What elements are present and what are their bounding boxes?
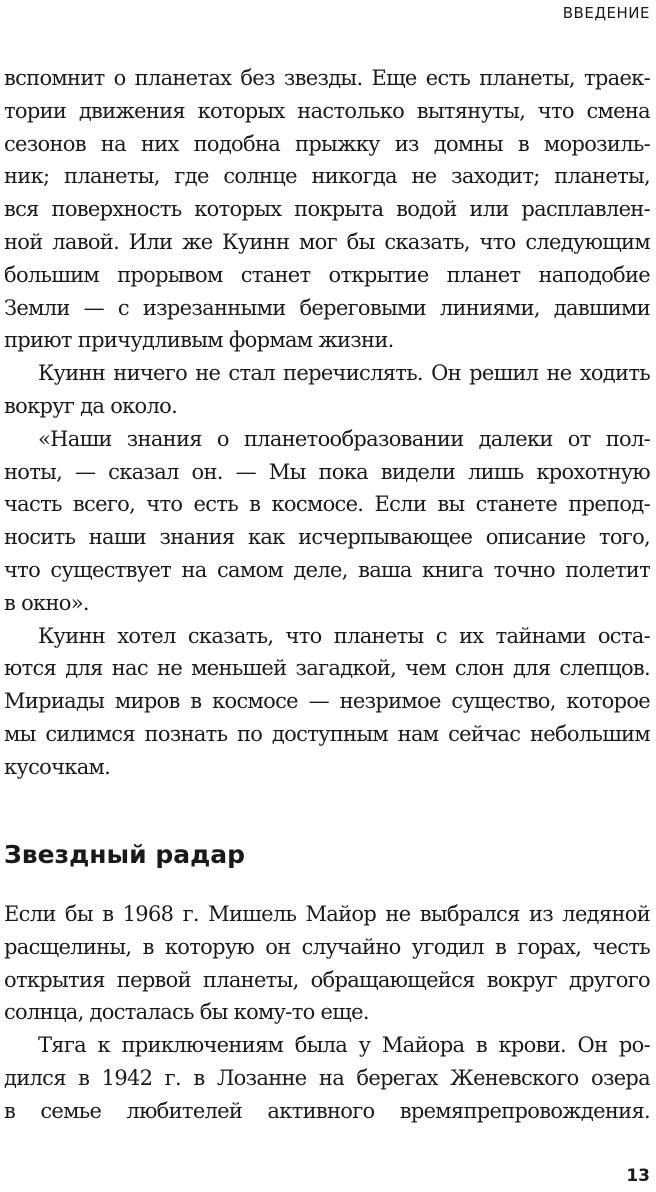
text-line: вся поверхность которых покрыта водой или расплавлен- (4, 197, 650, 222)
text-line: Земли — с изрезанными береговыми линиями, давшими (4, 295, 650, 320)
text-line: тории движения которых настолько вытянуты, что смена (4, 98, 650, 123)
text-line: в окно». (4, 590, 89, 615)
text-line: открытия первой планеты, обращающейся вокруг другого (4, 967, 650, 992)
text-line: сезонов на них подобна прыжку из домны в морозиль- (4, 131, 650, 156)
running-head: ВВЕДЕНИЕ (562, 4, 650, 22)
text-line: «Наши знания о планетообразовании далеки от пол- (38, 426, 650, 451)
text-line: кусочкам. (4, 754, 111, 779)
text-line: дился в 1942 г. в Лозанне на берегах Женевского озера (4, 1065, 650, 1090)
text-line: ются для нас не меньшей загадкой, чем слон для слепцов. (4, 656, 650, 681)
text-line: часть всего, что есть в космосе. Если вы станете препод- (4, 492, 650, 517)
text-line: Тяга к приключениям была у Майора в крови. Он ро- (38, 1033, 650, 1058)
text-line: что существует на самом деле, ваша книга точно полетит (4, 557, 650, 582)
text-line: ноты, — сказал он. — Мы пока видели лишь крохотную (4, 459, 650, 484)
text-line: мы силимся познать по доступным нам сейчас небольшим (4, 721, 650, 746)
text-line: ной лавой. Или же Куинн мог бы сказать, что следующим (4, 229, 650, 254)
text-line: большим прорывом станет открытие планет наподобие (4, 262, 650, 287)
text-line: в семье любителей активного времяпрепровождения. (4, 1098, 650, 1123)
body-text-block-2 (4, 898, 650, 1128)
text-line: расщелины, в которую он случайно угодил в горах, честь (4, 934, 650, 959)
text-line: приют причудливым формам жизни. (4, 328, 394, 353)
section-heading: Звездный радар (4, 840, 246, 869)
page-number: 13 (626, 1166, 650, 1186)
text-line: Мириады миров в космосе — незримое существо, которое (4, 689, 650, 714)
body-text-block-1 (4, 62, 650, 784)
text-line: солнца, досталась бы кому-то еще. (4, 1000, 369, 1025)
text-line: Если бы в 1968 г. Мишель Майор не выбрался из ледяной (4, 902, 650, 926)
text-line: Куинн ничего не стал перечислять. Он решил не ходить (38, 361, 650, 386)
text-line: вокруг да около. (4, 393, 178, 418)
text-line: Куинн хотел сказать, что планеты с их тайнами оста- (38, 623, 650, 648)
text-line: ник; планеты, где солнце никогда не заходит; планеты, (4, 164, 650, 189)
text-line: вспомнит о планетах без звезды. Еще есть планеты, траек- (4, 66, 650, 90)
text-line: носить наши знания как исчерпывающее описание того, (4, 525, 650, 550)
